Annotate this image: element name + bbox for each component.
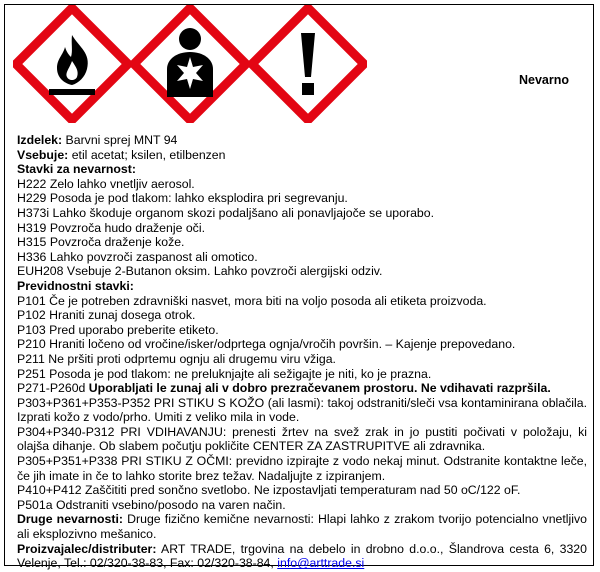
email-link[interactable]: info@arttrade.si	[277, 556, 365, 571]
hazard-statement: EUH208 Vsebuje 2-Butanon oksim. Lahko povzroči alergijski odziv.	[17, 264, 383, 279]
product-name: Barvni sprej MNT 94	[65, 133, 178, 147]
hazard-statement: H229 Posoda je pod tlakom: lahko eksplodira pri segrevanju.	[17, 191, 348, 206]
product-line	[17, 133, 587, 148]
precaution-statement: P251 Posoda je pod tlakom: ne preluknjajte ali sežigajte je niti, ko je prazna.	[17, 366, 432, 381]
manufacturer-text: ART TRADE, trgovina na debelo in drobno d.o.o., Šlandrova cesta 6, 3320 Velenje, Tel.: 02/320-38-83, Fax: 02/320-38-84,	[17, 541, 587, 571]
other-hazards-text: Druge fizično kemične nevarnosti: Hlapi lahko z zrakom tvorijo potencialno vnetljivo ali eksplozivno mešanico.	[17, 512, 587, 542]
contains-line	[17, 148, 587, 163]
exclamation-mark-icon	[249, 5, 367, 123]
manufacturer-label: Proizvajalec/distributer:	[17, 541, 157, 556]
other-hazards-label: Druge nevarnosti:	[17, 512, 123, 527]
precaution-statement: P303+P361+P353-P352 PRI STIKU S KOŽO (ali lasmi): takoj odstraniti/sleči vsa kontaminirana oblačila. Izprati kožo z vodo/prho. Umiti z veliko mila in vode.	[17, 395, 587, 425]
precaution-statement: P501a Odstraniti vsebino/posodo na varen način.	[17, 497, 286, 512]
precaution-statement: P102 Hraniti zunaj dosega otrok.	[17, 308, 196, 323]
product-label: Izdelek:	[17, 133, 63, 147]
health-hazard-icon	[131, 5, 249, 123]
p271-code: P271-P260d	[17, 381, 86, 396]
precaution-statement: P410+P412 Zaščititi pred sončno svetlobo. Ne izpostavljati temperaturam nad 50 oC/122 oF.	[17, 483, 521, 498]
hazard-heading: Stavki za nevarnost:	[17, 162, 136, 177]
precaution-statement: P211 Ne pršiti proti odprtemu ognju ali drugemu viru vžiga.	[17, 351, 336, 366]
flame-icon	[13, 5, 131, 123]
hazard-statement: H319 Povzroča hudo draženje oči.	[17, 220, 205, 235]
p271-text: Uporabljati le zunaj ali v dobro prezračevanem prostoru. Ne vdihavati razpršila.	[88, 381, 551, 396]
precaution-statement: P101 Če je potreben zdravniški nasvet, mora biti na voljo posoda ali etiketa proizvoda.	[17, 293, 487, 308]
precaution-statement: P304+P340-P312 PRI VDIHAVANJU: prenesti žrtev na svež zrak in jo pustiti počivati v položaju, ki olajša dihanje. Ob slabem počutju pokličite CENTER ZA ZASTRUPITVE ali zdravnika.	[17, 424, 587, 454]
hazard-label	[4, 4, 594, 571]
hazard-statement: H222 Zelo lahko vnetljiv aerosol.	[17, 176, 195, 191]
hazard-statement: H373i Lahko škoduje organom skozi podaljšano ali ponavljajoče se uporabo.	[17, 205, 435, 220]
precaution-statement: P305+P351+P338 PRI STIKU Z OČMI: previdno izpirajte z vodo nekaj minut. Odstranite kontaktne leče, če jih imate in če to lahko storite brez težav. Nadaljujte z izpiranjem.	[17, 454, 587, 483]
signal-word: Nevarno	[519, 73, 570, 87]
precaution-statement	[17, 381, 587, 396]
hazard-statement: H336 Lahko povzroči zaspanost ali omotico.	[17, 249, 258, 264]
hazard-statement: H315 Povzroča draženje kože.	[17, 235, 185, 250]
contains-label: Vsebuje:	[17, 147, 69, 162]
manufacturer	[17, 542, 587, 571]
precaution-statement: P103 Pred uporabo preberite etiketo.	[17, 322, 219, 337]
contains-value: etil acetat; ksilen, etilbenzen	[71, 147, 226, 162]
label-text	[17, 133, 587, 571]
other-hazards	[17, 512, 587, 541]
precaution-statement: P210 Hraniti ločeno od vročine/isker/odprtega ognja/vročih površin. – Kajenje prepovedano.	[17, 337, 516, 352]
precaution-heading: Previdnostni stavki:	[17, 278, 134, 293]
